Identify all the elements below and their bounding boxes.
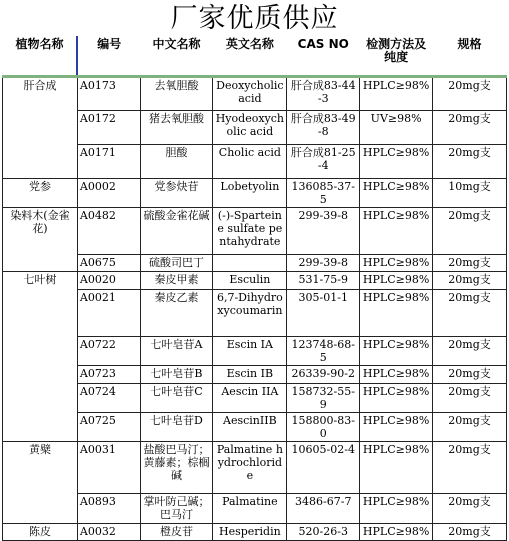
cell-code[interactable]: A0032 [77,524,140,541]
cell-code[interactable]: A0020 [77,272,140,290]
cell-plant[interactable]: 黄檗 [3,442,78,524]
cell-plant[interactable]: 陈皮 [3,524,78,541]
table-row [3,145,507,179]
cell-spec[interactable]: 20mg支 [433,77,507,111]
cell-en-name[interactable]: Aescin IIA [213,384,287,413]
cell-cn-name[interactable]: 盐酸巴马汀；黄藤素；棕榈碱 [140,442,213,494]
cell-cas[interactable]: 158800-83-0 [287,413,360,442]
cell-en-name[interactable]: Escin IA [213,337,287,366]
cell-cas[interactable]: 305-01-1 [287,290,360,337]
cell-code[interactable]: A0724 [77,384,140,413]
cell-spec[interactable]: 20mg支 [433,272,507,290]
cell-en-name[interactable]: Deoxycholic acid [213,77,287,111]
cell-en-name[interactable]: 6,7-Dihydroxycoumarin [213,290,287,337]
cell-cn-name[interactable]: 秦皮乙素 [140,290,213,337]
cell-method[interactable]: HPLC≥98% [360,208,433,255]
cell-spec[interactable]: 20mg支 [433,255,507,272]
cell-cas[interactable]: 299-39-8 [287,255,360,272]
table-body [3,77,507,541]
cell-code[interactable]: A0893 [77,494,140,524]
cell-cas[interactable]: 肝合成83-44-3 [287,77,360,111]
cell-code[interactable]: A0172 [77,111,140,145]
cell-method[interactable]: HPLC≥98% [360,255,433,272]
cell-en-name[interactable]: Escin IB [213,366,287,384]
table-row [3,111,507,145]
cell-method[interactable]: HPLC≥98% [360,413,433,442]
cell-cn-name[interactable]: 秦皮甲素 [140,272,213,290]
header-en-name[interactable]: 英文名称 [213,36,287,77]
table-row [3,272,507,290]
cell-method[interactable]: HPLC≥98% [360,366,433,384]
cell-plant[interactable]: 党参 [3,179,78,208]
cell-code[interactable]: A0002 [77,179,140,208]
table-row [3,384,507,413]
cell-method[interactable]: HPLC≥98% [360,494,433,524]
table-row [3,337,507,366]
cell-cas[interactable]: 26339-90-2 [287,366,360,384]
table-row [3,255,507,272]
table-row [3,77,507,111]
table-row [3,366,507,384]
page-title: 厂家优质供应 [170,3,339,34]
cell-method[interactable]: HPLC≥98% [360,179,433,208]
cell-spec[interactable]: 20mg支 [433,111,507,145]
cell-method[interactable]: HPLC≥98% [360,290,433,337]
cell-spec[interactable]: 20mg支 [433,524,507,541]
cell-plant[interactable]: 七叶树 [3,272,78,442]
cell-code[interactable]: A0723 [77,366,140,384]
table-row [3,290,507,337]
header-plant[interactable]: 植物名称 [3,36,78,77]
cell-method[interactable]: HPLC≥98% [360,384,433,413]
cell-en-name[interactable]: Hyodeoxycholic acid [213,111,287,145]
cell-spec[interactable]: 20mg支 [433,145,507,179]
cell-code[interactable]: A0173 [77,77,140,111]
cell-method[interactable]: UV≥98% [360,111,433,145]
cell-spec[interactable]: 20mg支 [433,366,507,384]
cell-cn-name[interactable]: 猪去氧胆酸 [140,111,213,145]
product-table [2,36,507,541]
cell-cn-name[interactable]: 胆酸 [140,145,213,179]
cell-code[interactable]: A0725 [77,413,140,442]
cell-en-name[interactable]: Cholic acid [213,145,287,179]
cell-cn-name[interactable]: 七叶皂苷A [140,337,213,366]
cell-cn-name[interactable]: 橙皮苷 [140,524,213,541]
table-row [3,494,507,524]
cell-cas[interactable]: 299-39-8 [287,208,360,255]
cell-en-name[interactable]: Palmatine hydrochloride [213,442,287,494]
cell-en-name[interactable]: Esculin [213,272,287,290]
cell-code[interactable]: A0031 [77,442,140,494]
cell-cn-name[interactable]: 硫酸司巴丁 [140,255,213,272]
cell-cn-name[interactable]: 七叶皂苷C [140,384,213,413]
header-row [3,36,507,77]
cell-cn-name[interactable]: 去氧胆酸 [140,77,213,111]
cell-cn-name[interactable]: 硫酸金雀花碱 [140,208,213,255]
cell-method[interactable]: HPLC≥98% [360,442,433,494]
cell-cn-name[interactable]: 掌叶防己碱；巴马汀 [140,494,213,524]
cell-cas[interactable]: 10605-02-4 [287,442,360,494]
cell-cn-name[interactable]: 七叶皂苷B [140,366,213,384]
header-method[interactable]: 检测方法及纯度 [360,36,433,77]
table-row [3,524,507,541]
cell-cas[interactable]: 136085-37-5 [287,179,360,208]
cell-cn-name[interactable]: 七叶皂苷D [140,413,213,442]
table-row [3,442,507,494]
cell-spec[interactable]: 20mg支 [433,413,507,442]
cell-code[interactable]: A0722 [77,337,140,366]
cell-code[interactable]: A0482 [77,208,140,255]
cell-plant[interactable]: 染料木(金雀花) [3,208,78,272]
header-code[interactable]: 编号 [77,36,140,77]
cell-method[interactable]: HPLC≥98% [360,272,433,290]
cell-spec[interactable]: 20mg支 [433,494,507,524]
header-cas[interactable]: CAS NO [287,36,360,77]
cell-method[interactable]: HPLC≥98% [360,524,433,541]
cell-cas[interactable]: 520-26-3 [287,524,360,541]
cell-en-name[interactable]: Hesperidin [213,524,287,541]
cell-en-name[interactable]: Lobetyolin [213,179,287,208]
cell-spec[interactable]: 20mg支 [433,208,507,255]
cell-en-name[interactable]: Palmatine [213,494,287,524]
cell-cas[interactable]: 123748-68-5 [287,337,360,366]
cell-method[interactable]: HPLC≥98% [360,77,433,111]
cell-code[interactable]: A0021 [77,290,140,337]
table-row [3,413,507,442]
header-spec[interactable]: 规格 [433,36,507,77]
cell-spec[interactable]: 20mg支 [433,384,507,413]
cell-method[interactable]: HPLC≥98% [360,145,433,179]
cell-code[interactable]: A0171 [77,145,140,179]
cell-en-name[interactable]: AescinIIB [213,413,287,442]
cell-cas[interactable]: 肝合成83-49-8 [287,111,360,145]
cell-spec[interactable]: 20mg支 [433,290,507,337]
cell-spec[interactable]: 10mg支 [433,179,507,208]
header-cn-name[interactable]: 中文名称 [140,36,213,77]
cell-en-name[interactable]: (-)-Sparteine sulfate pentahydrate [213,208,287,255]
table-row [3,179,507,208]
cell-spec[interactable]: 20mg支 [433,337,507,366]
cell-plant[interactable]: 肝合成 [3,77,78,179]
table-row [3,208,507,255]
cell-cas[interactable]: 3486-67-7 [287,494,360,524]
cell-cas[interactable]: 肝合成81-25-4 [287,145,360,179]
cell-spec[interactable]: 20mg支 [433,442,507,494]
cell-cn-name[interactable]: 党参炔苷 [140,179,213,208]
cell-cas[interactable]: 158732-55-9 [287,384,360,413]
cell-code[interactable]: A0675 [77,255,140,272]
cell-method[interactable]: HPLC≥98% [360,337,433,366]
cell-cas[interactable]: 531-75-9 [287,272,360,290]
cell-en-name[interactable] [213,255,287,272]
